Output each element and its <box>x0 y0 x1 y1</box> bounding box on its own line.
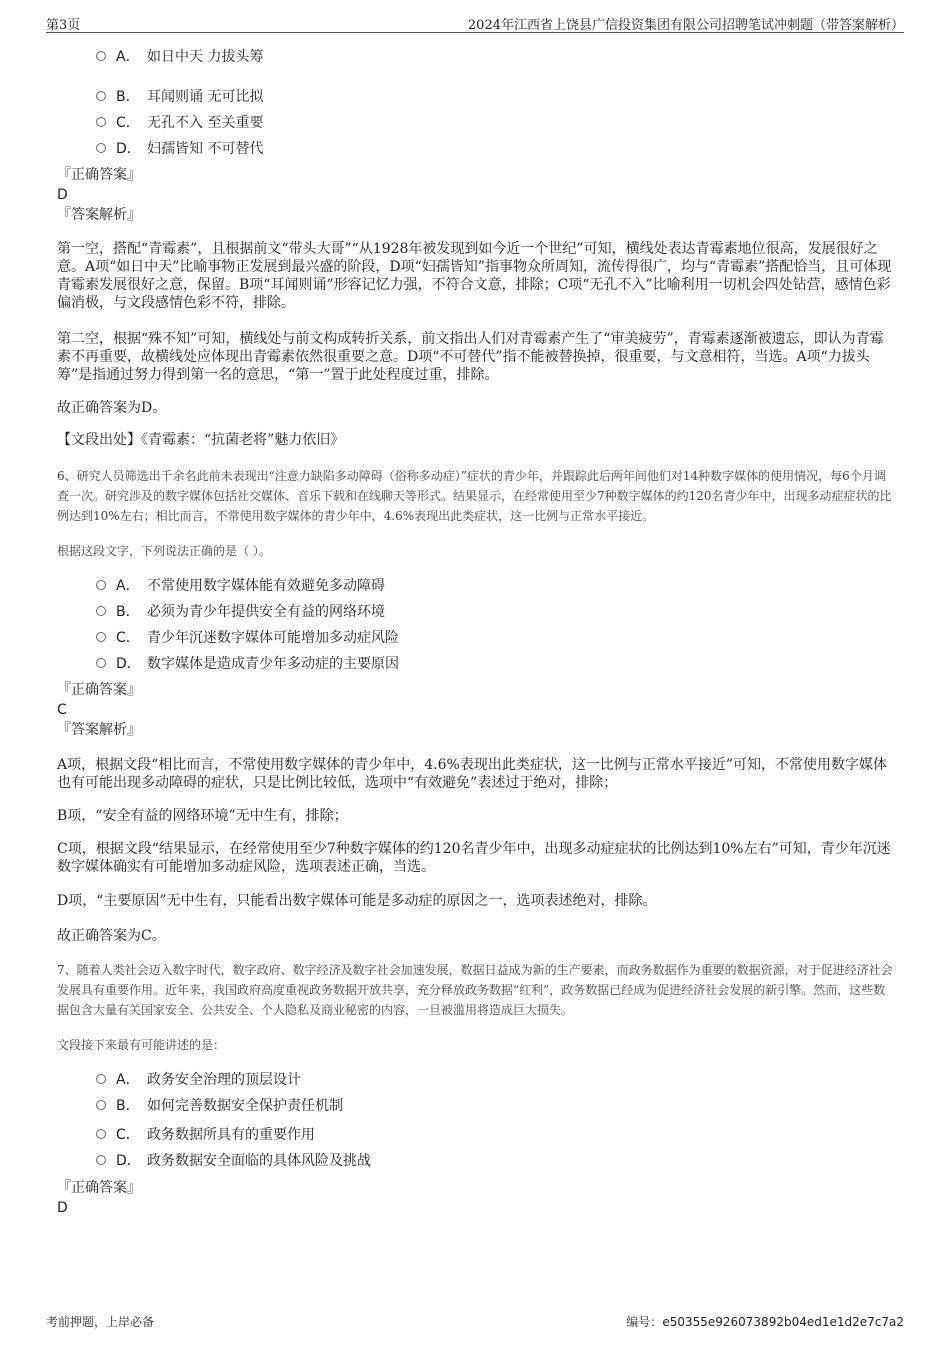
q5-option-d[interactable]: D． 妇孺皆知 不可替代 <box>96 139 263 159</box>
q5-answer-label: 『正确答案』 <box>57 167 141 183</box>
radio-icon[interactable] <box>96 117 106 127</box>
q7-prompt: 文段接下来最有可能讲述的是： <box>57 1038 226 1052</box>
q5-option-b[interactable]: B． 耳闻则诵 无可比拟 <box>96 87 263 107</box>
radio-icon[interactable] <box>96 1129 106 1139</box>
radio-icon[interactable] <box>96 658 106 668</box>
document-title: 2024年江西省上饶县广信投资集团有限公司招聘笔试冲刺题（带答案解析） <box>467 18 904 33</box>
q6-analysis-c: C项，根据文段“结果显示，在经常使用至少7种数字媒体的约120名青少年中，出现多动症症状的比例达到10%左右”可知，青少年沉迷数字媒体确实有可能增加多动症风险，选项表述正确，当选。 <box>57 841 891 875</box>
q5-analysis-2: 第二空，根据“殊不知”可知，横线处与前文构成转折关系，前文指出人们对青霉素产生了“审美疲劳”，青霉素逐渐被遗忘，即认为青霉素不再重要，故横线处应体现出青霉素依然很重要之意。D项“不可替代”指不能被替换掉，很重要，与文意相符，当选。A项“力拔头筹”是指通过努力得到第一名的意思，“第一”置于此处程度过重，排除。 <box>57 331 884 383</box>
q6-analysis-d: D项，“主要原因”无中生有，只能看出数字媒体可能是多动症的原因之一，选项表述绝对，排除。 <box>57 893 657 909</box>
q7-option-b[interactable]: B． 如何完善数据安全保护责任机制 <box>96 1096 343 1116</box>
q6-option-a[interactable]: A． 不常使用数字媒体能有效避免多动障碍 <box>96 576 385 596</box>
q6-answer-label: 『正确答案』 <box>57 682 141 698</box>
q6-option-c[interactable]: C． 青少年沉迷数字媒体可能增加多动症风险 <box>96 628 399 648</box>
q7-answer-label: 『正确答案』 <box>57 1180 141 1196</box>
q7-option-a[interactable]: A． 政务安全治理的顶层设计 <box>96 1070 301 1090</box>
q6-analysis-b: B项，“安全有益的网络环境”无中生有，排除； <box>57 808 348 824</box>
page-header <box>46 12 904 33</box>
q5-analysis-1: 第一空，搭配“青霉素”，且根据前文“带头大哥”“从1928年被发现到如今近一个世纪”可知，横线处表达青霉素地位很高，发展很好之意。A项“如日中天”比喻事物正发展到最兴盛的阶段，D项“妇孺皆知”指事物众所周知，流传得很广，均与“青霉素”搭配恰当，且可体现青霉素发展很好之意，保留。B项“耳闻则诵”形容记忆力强，不符合文意，排除；C项“无孔不入”比喻利用一切机会四处钻营，感情色彩偏消极，与文段感情色彩不符，排除。 <box>57 241 892 311</box>
q5-analysis-label: 『答案解析』 <box>57 207 141 223</box>
radio-icon[interactable] <box>96 91 106 101</box>
radio-icon[interactable] <box>96 1074 106 1084</box>
radio-icon[interactable] <box>96 606 106 616</box>
q6-answer: C <box>57 702 67 718</box>
q7-stem: 7、随着人类社会迈入数字时代，数字政府、数字经济及数字社会加速发展，数据日益成为新的生产要素，而政务数据作为重要的数据资源，对于促进经济社会发展具有重要作用。近年来，我国政府高度重视政务数据开放共享，充分释放政务数据“红利”，政务数据已经成为促进经济社会发展的新引擎。然而，这些数据包含大量有关国家安全、公共安全、个人隐私及商业秘密的内容，一旦被滥用将造成巨大损失。 <box>57 963 893 1017</box>
q7-option-c[interactable]: C． 政务数据所具有的重要作用 <box>96 1125 315 1145</box>
q6-prompt: 根据这段文字，下列说法正确的是（ ）。 <box>57 544 271 558</box>
q5-option-c[interactable]: C． 无孔不入 至关重要 <box>96 113 263 133</box>
radio-icon[interactable] <box>96 632 106 642</box>
page-number: 第3页 <box>46 18 81 33</box>
q7-answer: D <box>57 1200 68 1216</box>
q6-option-b[interactable]: B． 必须为青少年提供安全有益的网络环境 <box>96 602 385 622</box>
radio-icon[interactable] <box>96 143 106 153</box>
q6-analysis-a: A项，根据文段“相比而言，不常使用数字媒体的青少年中，4.6%表现出此类症状，这一比例与正常水平接近”可知，不常使用数字媒体也有可能出现多动障碍的症状，只是比例比较低，选项中“有效避免”表述过于绝对，排除； <box>57 757 887 791</box>
footer-code: 编号：e50355e926073892b04ed1e1d2e7c7a2 <box>626 1315 904 1329</box>
q7-option-d[interactable]: D． 政务数据安全面临的具体风险及挑战 <box>96 1151 371 1171</box>
q5-answer: D <box>57 187 68 203</box>
q6-option-d[interactable]: D． 数字媒体是造成青少年多动症的主要原因 <box>96 654 399 674</box>
radio-icon[interactable] <box>96 580 106 590</box>
q6-conclusion: 故正确答案为C。 <box>57 928 166 944</box>
radio-icon[interactable] <box>96 1155 106 1165</box>
q5-source: 【文段出处】《青霉素：“抗菌老将”魅力依旧》 <box>57 432 345 448</box>
q5-conclusion: 故正确答案为D。 <box>57 400 167 416</box>
footer-slogan: 考前押题，上岸必备 <box>46 1315 155 1329</box>
q5-option-a[interactable]: A． 如日中天 力拔头筹 <box>96 47 263 67</box>
radio-icon[interactable] <box>96 1100 106 1110</box>
radio-icon[interactable] <box>96 51 106 61</box>
q6-analysis-label: 『答案解析』 <box>57 722 141 738</box>
q6-stem: 6、研究人员筛选出千余名此前未表现出“注意力缺陷多动障碍（俗称多动症）”症状的青少年，并跟踪此后两年间他们对14种数字媒体的使用情况，每6个月调查一次。研究涉及的数字媒体包括社交媒体、音乐下载和在线聊天等形式。结果显示，在经常使用至少7种数字媒体的约120名青少年中，出现多动症症状的比例达到10%左右；相比而言，不常使用数字媒体的青少年中，4.6%表现出此类症状，这一比例与正常水平接近。 <box>57 469 892 523</box>
